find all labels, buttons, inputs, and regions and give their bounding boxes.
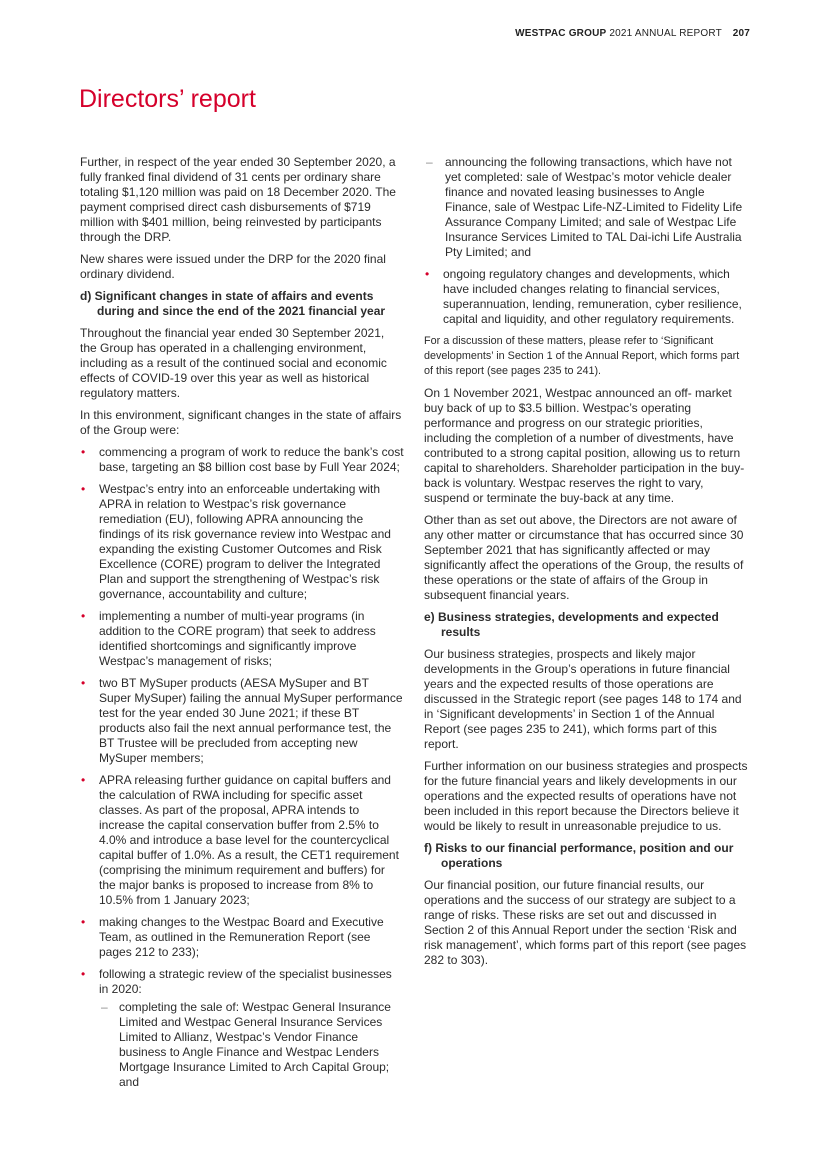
list-item-text: following a strategic review of the specialist businesses in 2020:	[99, 967, 392, 996]
list-item: • making changes to the Westpac Board and Executive Team, as outlined in the Remuneration Report (see pages 212 to 233);	[80, 915, 404, 960]
paragraph-risks: Our financial position, our future financial results, our operations and the success of our strategy are subject to a range of risks. These risks are set out and discussed in Section 2 of this Annual Report under the section ‘Risk and risk management’, which forms part of this report (see pages 282 to 303).	[424, 878, 747, 967]
paragraph-operating-environment: Throughout the financial year ended 30 September 2021, the Group has operated in a challenging environment, including as a result of the continued social and economic effects of COVID-19 over this year as well as historical regulatory matters.	[80, 326, 387, 400]
page-number: 207	[732, 28, 750, 39]
list-item: • two BT MySuper products (AESA MySuper and BT Super MySuper) failing the annual MySuper performance test for the year ended 30 June 2021; if these BT products also fail the next annual performance test, the BT Trustee will be precluded from accepting new MySuper members;	[80, 676, 404, 766]
list-item: • Westpac’s entry into an enforceable undertaking with APRA in relation to Westpac’s risk governance remediation (EU), following APRA announcing the findings of its risk governance review into Westpac and expanding the existing Customer Outcomes and Risk Excellence (CORE) program to deliver the Integrated Plan and support the strengthening of Westpac’s risk governance, accountability and culture;	[80, 482, 404, 602]
paragraph-other-matters: Other than as set out above, the Directors are not aware of any other matter or circumstance that has occurred since 30 September 2021 that has significantly affected or may significantly affect the operations of the Group, the results of these operations or the state of affairs of the Group in subsequent financial years.	[424, 513, 744, 602]
page-header	[515, 28, 750, 39]
page-title: Directors’ report	[79, 85, 256, 113]
sub-list	[99, 1000, 404, 1090]
changes-list	[80, 445, 404, 1090]
heading-f: f) Risks to our financial performance, position and our operations	[424, 841, 734, 870]
paragraph-new-shares: New shares were issued under the DRP for the 2020 final ordinary dividend.	[80, 252, 386, 281]
list-item: • commencing a program of work to reduce the bank’s cost base, targeting an $8 billion cost base by Full Year 2024;	[80, 445, 404, 475]
heading-e: e) Business strategies, developments and expected results	[424, 610, 719, 639]
paragraph-changes-intro: In this environment, significant changes in the state of affairs of the Group were:	[80, 408, 402, 437]
paragraph-discussion-reference: For a discussion of these matters, please refer to ‘Significant developments’ in Section 1 of the Annual Report, which forms part of this report (see pages 235 to 241).	[424, 335, 740, 377]
paragraph-final-dividend: Further, in respect of the year ended 30 September 2020, a fully franked final dividend of 31 cents per ordinary share totaling $1,120 million was paid on 18 December 2020. The payment comprised direct cash disbursements of $719 million with $401 million, being reinvested by participants through the DRP.	[80, 155, 396, 244]
left-column	[80, 155, 404, 1097]
paragraph-buy-back: On 1 November 2021, Westpac announced an off- market buy back of up to $3.5 billion. Westpac’s operating performance and progress on our strategic priorities, including the completion of a number of divestments, have contributed to a strong capital position, allowing us to return capital to shareholders. Shareholder participation in the buy-back is voluntary. Westpac reserves the right to vary, suspend or terminate the buy-back at any time.	[424, 386, 745, 505]
list-item: • ongoing regulatory changes and developments, which have included changes relating to financial services, superannuation, lending, remuneration, cyber resilience, capital and liquidity, and other regulatory requirements.	[424, 267, 748, 327]
right-column	[424, 155, 748, 975]
list-item: • APRA releasing further guidance on capital buffers and the calculation of RWA including for specific asset classes. As part of the proposal, APRA intends to increase the capital conservation buffer from 2.5% to 4.0% and introduce a base level for the countercyclical capital buffer of 1.0%. As a result, the CET1 requirement (comprising the minimum requirement and buffers) for the major banks is proposed to increase from 8% to 10.5% from 1 January 2023;	[80, 773, 404, 908]
list-item-strategic-review	[80, 967, 404, 1090]
sub-list-item: – completing the sale of: Westpac General Insurance Limited and Westpac General Insurance Services Limited to Allianz, Westpac’s Vendor Finance business to Angle Finance and Westpac Lenders Mortgage Insurance Limited to Arch Capital Group; and	[99, 1000, 404, 1090]
paragraph-strategies: Our business strategies, prospects and likely major developments in the Group’s operations in future financial years and the expected results of those operations are discussed in the Strategic report (see pages 148 to 174 and in ‘Significant developments’ in Section 1 of the Annual Report (see pages 235 to 241), which forms part of this report.	[424, 647, 742, 751]
sub-list-item: – announcing the following transactions, which have not yet completed: sale of Westpac’s motor vehicle dealer finance and novated leasing businesses to Angle Finance, sale of Westpac Life-NZ-Limited to Fidelity Life Assurance Company Limited; and sale of Westpac Life Insurance Services Limited to TAL Dai-ichi Life Australia Pty Limited; and	[424, 155, 748, 260]
sub-list-continued	[424, 155, 748, 260]
paragraph-further-information: Further information on our business strategies and prospects for the future financial years and likely developments in our operations and the expected results of operations have not been included in this report because the Directors believe it would be likely to result in unreasonable prejudice to us.	[424, 759, 748, 833]
header-brand: WESTPAC GROUP	[515, 28, 607, 39]
header-report: 2021 ANNUAL REPORT	[609, 28, 722, 39]
heading-d: d) Significant changes in state of affairs and events during and since the end of the 2021 financial year	[80, 289, 386, 318]
changes-list-continued	[424, 267, 748, 327]
list-item: • implementing a number of multi-year programs (in addition to the CORE program) that seek to address identified shortcomings and significantly improve Westpac’s management of risks;	[80, 609, 404, 669]
